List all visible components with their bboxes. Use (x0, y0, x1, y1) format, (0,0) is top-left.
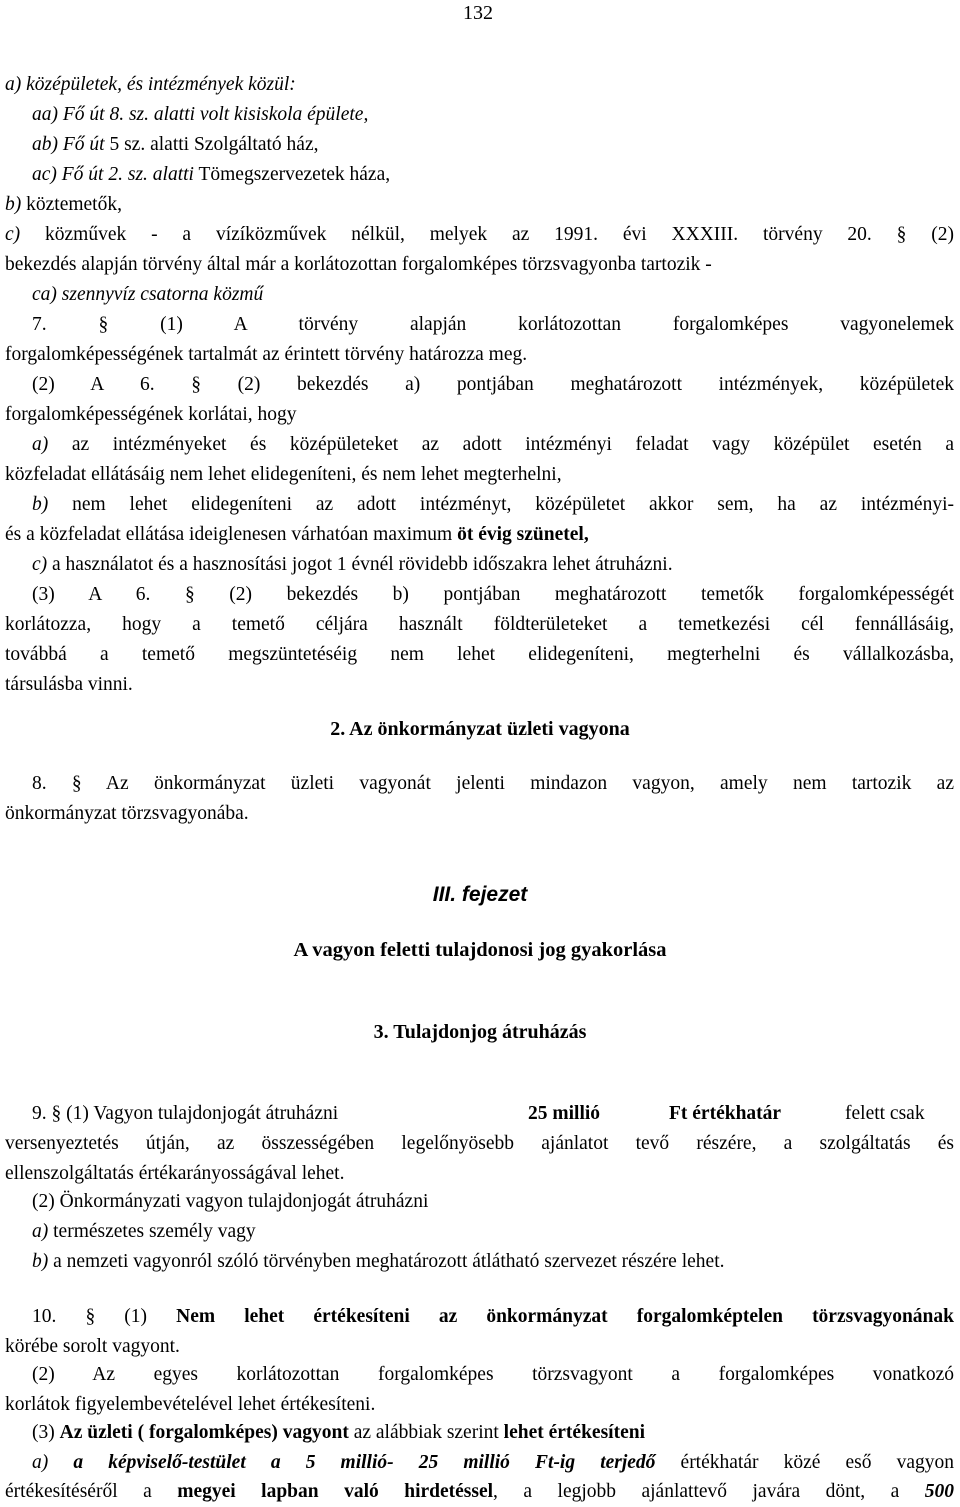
s9-p1-line3: ellenszolgáltatás értékarányosságával lehet. (5, 1163, 345, 1184)
list-item-c: c) közművek - a vízíközművek nélkül, melyek az 1991. évi XXXIII. törvény 20. § (2) (5, 224, 954, 245)
s10-a-line1: a) a képviselő-testület a 5 millió- 25 millió Ft-ig terjedő értékhatár közé eső vagyon (32, 1452, 954, 1473)
s9-p1-line2: versenyeztetés útján, az összességében legelőnyösebb ajánlatot tevő részére, a szolgáltatás és (5, 1133, 954, 1154)
s7-p3-line2: korlátozza, hogy a temető céljára használt földterületeket a temetkezési cél fennállásáig, (5, 614, 954, 635)
s9-p1-line1: 9. § (1) Vagyon tulajdonjogát átruházni 25 millió Ft értékhatár felett csak (32, 1103, 925, 1124)
s7-c-line1: c) a használatot és a hasznosítási jogot 1 évnél rövidebb időszakra lehet átruházni. (32, 554, 673, 575)
s7-p2-line1: (2) A 6. § (2) bekezdés a) pontjában meghatározott intézmények, középületek (32, 374, 954, 395)
list-item-ab: ab) Fő út 5 sz. alatti Szolgáltató ház, (32, 134, 319, 155)
list-item-b: b) köztemetők, (5, 194, 122, 215)
s8-line2: önkormányzat törzsvagyonába. (5, 803, 249, 824)
section-heading-3: 3. Tulajdonjog átruházás (373, 1021, 587, 1043)
s7-b-line2: és a közfeladat ellátása ideiglenesen várhatóan maximum öt évig szünetel, (5, 524, 589, 545)
s7-b-line1: b) nem lehet elidegeníteni az adott intézményt, középületet akkor sem, ha az intézményi- (32, 494, 954, 515)
s10-a-line2: értékesítéséről a megyei lapban való hirdetéssel, a legjobb ajánlattevő javára dönt, a 500 (5, 1481, 954, 1502)
s8-line1: 8. § Az önkormányzat üzleti vagyonát jelenti mindazon vagyon, amely nem tartozik az (32, 773, 954, 794)
s7-p2-line2: forgalomképességének korlátai, hogy (5, 404, 297, 425)
s7-p1-line2: forgalomképességének tartalmát az érintett törvény határozza meg. (5, 344, 528, 365)
chapter-label: III. fejezet (432, 883, 528, 906)
s10-p2-line2: korlátok figyelembevételével lehet értékesíteni. (5, 1394, 376, 1415)
s7-p3-line1: (3) A 6. § (2) bekezdés b) pontjában meghatározott temetők forgalomképességét (32, 584, 954, 605)
section-heading-2: 2. Az önkormányzat üzleti vagyona (330, 718, 630, 740)
list-heading-a: a) középületek, és intézmények közül: (5, 74, 296, 95)
list-item-c-cont: bekezdés alapján törvény által már a korlátozottan forgalomképes törzsvagyonba tartozik - (5, 254, 712, 275)
list-item-ca: ca) szennyvíz csatorna közmű (32, 284, 264, 305)
s9-a: a) természetes személy vagy (32, 1221, 256, 1242)
page-number: 132 (463, 2, 493, 24)
s10-p3: (3) Az üzleti ( forgalomképes) vagyont az alábbiak szerint lehet értékesíteni (32, 1422, 645, 1443)
s7-a-line2: közfeladat ellátásáig nem lehet elidegeníteni, és nem lehet megterhelni, (5, 464, 562, 485)
s7-p1-line1: 7. § (1) A törvény alapján korlátozottan forgalomképes vagyonelemek (32, 314, 954, 335)
s9-b: b) a nemzeti vagyonról szóló törvényben meghatározott átlátható szervezet részére lehet. (32, 1251, 725, 1272)
s10-p1-line2: körébe sorolt vagyont. (5, 1336, 180, 1357)
list-item-aa: aa) Fő út 8. sz. alatti volt kisiskola épülete, (32, 104, 369, 125)
s10-p1-line1: 10. § (1) Nem lehet értékesíteni az önkormányzat forgalomképtelen törzsvagyonának (32, 1306, 954, 1327)
s7-p3-line4: társulásba vinni. (5, 674, 133, 695)
s7-p3-line3: továbbá a temető megszüntetéséig nem lehet elidegeníteni, megterhelni és vállalkozásba, (5, 644, 954, 665)
chapter-title: A vagyon feletti tulajdonosi jog gyakorlása (293, 939, 667, 961)
s10-p2-line1: (2) Az egyes korlátozottan forgalomképes törzsvagyont a forgalomképes vonatkozó (32, 1364, 954, 1385)
s9-p2: (2) Önkormányzati vagyon tulajdonjogát átruházni (32, 1191, 429, 1212)
s7-a-line1: a) az intézményeket és középületeket az adott intézményi feladat vagy középület esetén a (32, 434, 954, 455)
list-item-ac: ac) Fő út 2. sz. alatti Tömegszervezetek háza, (32, 164, 391, 185)
